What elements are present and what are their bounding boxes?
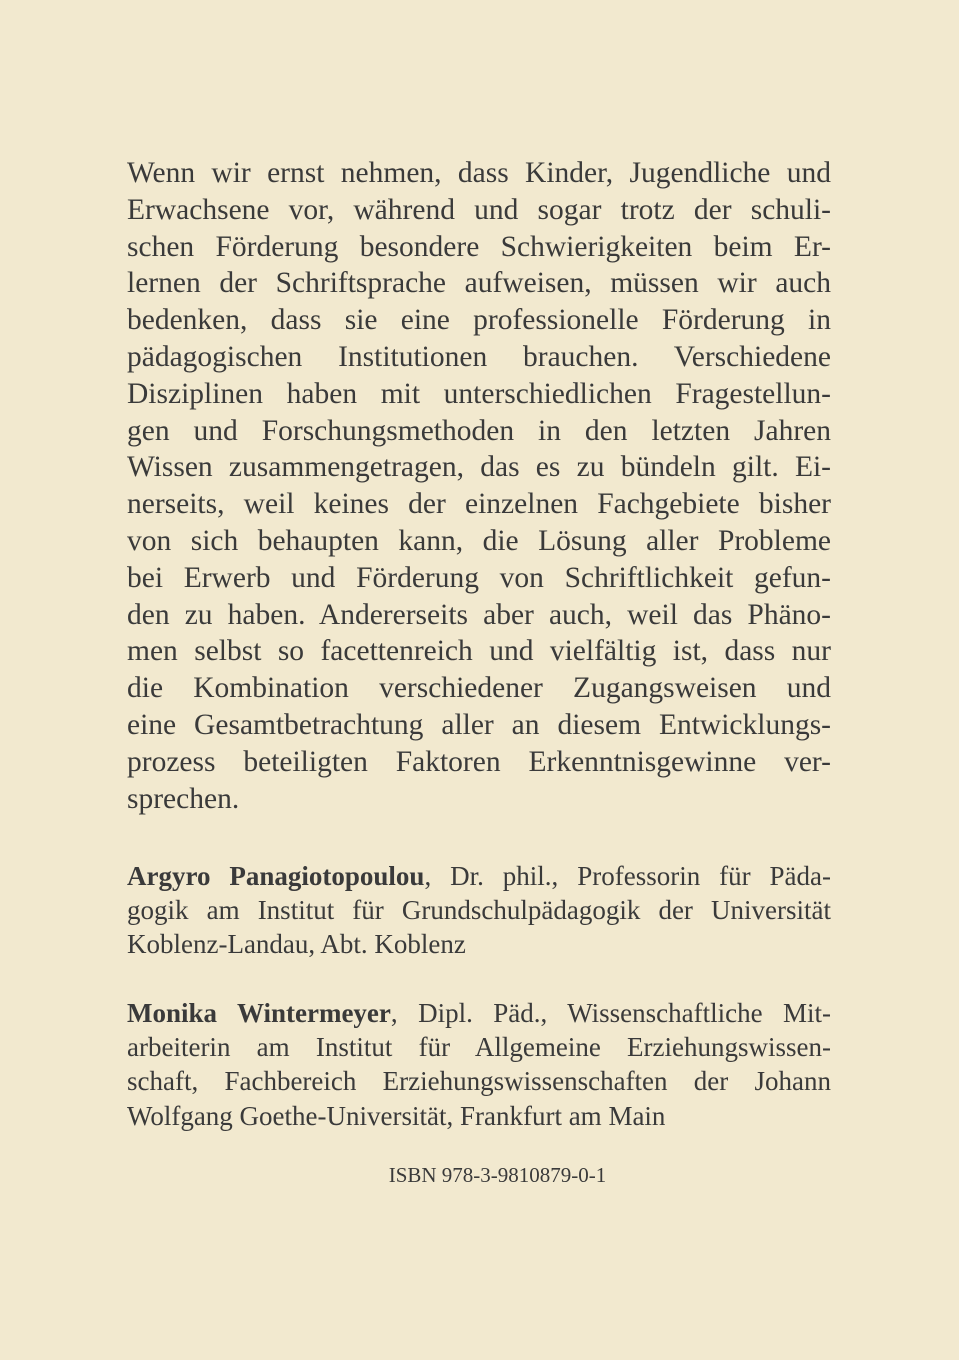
- blurb-line: Erwachsene vor, während und sogar trotz der schuli-: [127, 193, 831, 226]
- blurb-line: nerseits, weil keines der einzelnen Fachgebiete bisher: [127, 488, 831, 521]
- author-bio-line: schaft, Fachbereich Erziehungswissenschaften der Johann: [127, 1066, 831, 1097]
- blurb-line: pädagogischen Institutionen brauchen. Verschiedene: [127, 340, 831, 373]
- author-bio-line: Koblenz-Landau, Abt. Koblenz: [127, 929, 466, 960]
- blurb-line: sprechen.: [127, 782, 240, 815]
- author-name: Argyro Panagiotopoulou: [127, 861, 425, 891]
- blurb-line: schen Förderung besondere Schwierigkeiten beim Er-: [127, 230, 831, 263]
- author-bio-text: , Dr. phil., Professorin für Päda-: [424, 861, 831, 891]
- blurb-line: gen und Forschungsmethoden in den letzten Jahren: [127, 414, 831, 447]
- blurb-line: prozess beteiligten Faktoren Erkenntnisgewinne ver-: [127, 745, 831, 778]
- author-bio-line: gogik am Institut für Grundschulpädagogik der Universität: [127, 895, 831, 926]
- blurb-line: Wenn wir ernst nehmen, dass Kinder, Jugendliche und: [127, 157, 831, 189]
- blurb-line: bei Erwerb und Förderung von Schriftlichkeit gefun-: [127, 561, 831, 594]
- blurb-paragraph: [127, 155, 831, 817]
- author-bio-line: arbeiterin am Institut für Allgemeine Erziehungswissen-: [127, 1032, 831, 1063]
- author-bio-first-line: [127, 996, 831, 1030]
- blurb-line: von sich behaupten kann, die Lösung aller Probleme: [127, 524, 831, 557]
- blurb-line: men selbst so facettenreich und vielfältig ist, dass nur: [127, 635, 831, 668]
- author-bio-wintermeyer: [127, 996, 831, 1133]
- blurb-line: den zu haben. Andererseits aber auch, weil das Phäno-: [127, 598, 831, 631]
- blurb-line: Wissen zusammengetragen, das es zu bündeln gilt. Ei-: [127, 451, 831, 484]
- blurb-line: die Kombination verschiedener Zugangsweisen und: [127, 672, 831, 705]
- blurb-line: Disziplinen haben mit unterschiedlichen Fragestellun-: [127, 377, 831, 410]
- blurb-line: eine Gesamtbetrachtung aller an diesem Entwicklungs-: [127, 708, 831, 741]
- author-bio-line: Wolfgang Goethe-Universität, Frankfurt am Main: [127, 1100, 666, 1131]
- author-bio-first-line: [127, 859, 831, 893]
- author-bio-text: , Dipl. Päd., Wissenschaftliche Mit-: [390, 998, 832, 1028]
- blurb-line: bedenken, dass sie eine professionelle Förderung in: [127, 304, 831, 337]
- isbn-number: ISBN 978-3-9810879-0-1: [388, 1163, 607, 1187]
- author-name: Monika Wintermeyer: [127, 998, 391, 1028]
- blurb-line: lernen der Schriftsprache aufweisen, müssen wir auch: [127, 267, 831, 300]
- author-bio-panagiotopoulou: [127, 859, 831, 962]
